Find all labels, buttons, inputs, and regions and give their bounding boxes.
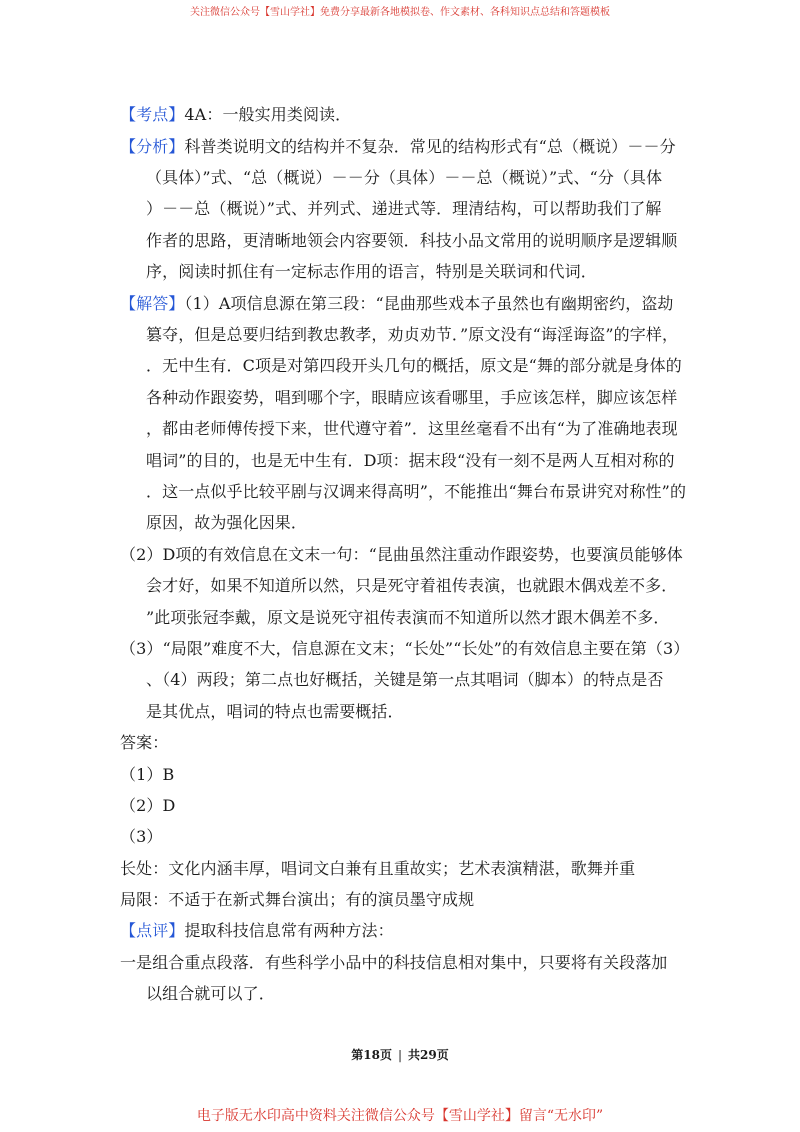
- page-total: 共29页: [408, 1048, 449, 1062]
- answer-heading: 答案：: [120, 733, 169, 753]
- answer-item: （2）D: [120, 795, 176, 815]
- answer-strength: 长处：文化内涵丰厚，唱词文白兼有且重故实；艺术表演精湛，歌舞并重: [120, 858, 636, 878]
- solution-part3-line: 、（4）两段；第二点也好概括，关键是第一点其唱词（脚本）的特点是否: [146, 670, 664, 690]
- solution-line: ．无中生有．C项是对第四段开头几句的概括，原文是“舞的部分就是身体的: [146, 356, 682, 376]
- document-body: [120, 99, 760, 1009]
- comment-label: 【点评】: [120, 921, 185, 941]
- analysis-line: 序，阅读时抓住有一定标志作用的语言，特别是关联词和代词．: [146, 262, 597, 282]
- key-point-line: [120, 99, 760, 130]
- answer-item: （1）B: [120, 764, 175, 784]
- analysis-line: 作者的思路，更清晰地领会内容要领．科技小品文常用的说明顺序是逻辑顺: [146, 230, 678, 250]
- analysis-line: （具体）”式、“总（概说）－－分（具体）－－总（概说）”式、“分（具体: [146, 168, 663, 188]
- footer-notice: 电子版无水印高中资料关注微信公众号【雪山学社】留言“无水印”: [196, 1108, 604, 1124]
- answer-item: （3）: [120, 827, 163, 847]
- solution-line: 各种动作跟姿势，唱到哪个字，眼睛应该看哪里，手应该怎样，脚应该怎样: [146, 387, 678, 407]
- analysis-line: ）－－总（概说）”式、并列式、递进式等．理清结构，可以帮助我们了解: [146, 199, 662, 219]
- solution-part2-line: 会才好，如果不知道所以然，只是死守着祖传表演，也就跟木偶戏差不多．: [146, 576, 678, 596]
- answer-limitation: 局限：不适于在新式舞台演出；有的演员墨守成规: [120, 890, 475, 910]
- solution-part3-line: 是其优点，唱词的特点也需要概括．: [146, 701, 404, 721]
- key-point-label: 【考点】: [120, 105, 185, 125]
- solution-label: 【解答】: [120, 293, 185, 313]
- comment-text: 提取科技信息常有两种方法：: [184, 921, 394, 941]
- solution-line: 原因，故为强化因果．: [146, 513, 308, 533]
- page-current: 第18页: [351, 1048, 392, 1062]
- solution-part2-line: ”此项张冠李戴，原文是说死守祖传表演而不知道所以然才跟木偶差不多．: [146, 607, 670, 627]
- solution-first-line: [120, 288, 760, 319]
- comment-first-line: [120, 915, 760, 946]
- page-indicator: [0, 1046, 800, 1064]
- analysis-text: 科普类说明文的结构并不复杂．常见的结构形式有“总（概说）－－分: [184, 136, 676, 156]
- comment-line: 一是组合重点段落．有些科学小品中的科技信息相对集中，只要将有关段落加: [120, 952, 668, 972]
- solution-line: 篡夺，但是总要归结到教忠教孝，劝贞劝节．”原文没有“诲淫诲盗”的字样，: [146, 325, 679, 345]
- solution-part3-first-line: （3）“局限”难度不大，信息源在文末；“长处”“长处”的有效信息主要在第（3）: [120, 638, 690, 658]
- solution-line: 唱词”的目的，也是无中生有．D项：据末段“没有一刻不是两人互相对称的: [146, 450, 675, 470]
- solution-text: （1）A项信息源在第三段：“昆曲那些戏本子虽然也有幽期密约，盗劫: [184, 293, 674, 313]
- solution-line: ，都由老师傅传授下来，世代遵守着”．这里丝毫看不出有“为了准确地表现: [146, 419, 678, 439]
- comment-line: 以组合就可以了．: [146, 984, 275, 1004]
- page-separator: |: [397, 1048, 403, 1062]
- analysis-label: 【分析】: [120, 136, 185, 156]
- analysis-first-line: [120, 131, 760, 162]
- header-notice: 关注微信公众号【雪山学社】免费分享最新各地模拟卷、作文素材、各科知识点总结和答题模板: [190, 7, 610, 18]
- solution-part2-first-line: （2）D项的有效信息在文末一句：“昆曲虽然注重动作跟姿势，也要演员能够体: [120, 544, 683, 564]
- key-point-text: 4A：一般实用类阅读．: [184, 105, 352, 125]
- solution-line: ．这一点似乎比较平剧与汉调来得高明”，不能推出“舞台布景讲究对称性”的: [146, 481, 687, 501]
